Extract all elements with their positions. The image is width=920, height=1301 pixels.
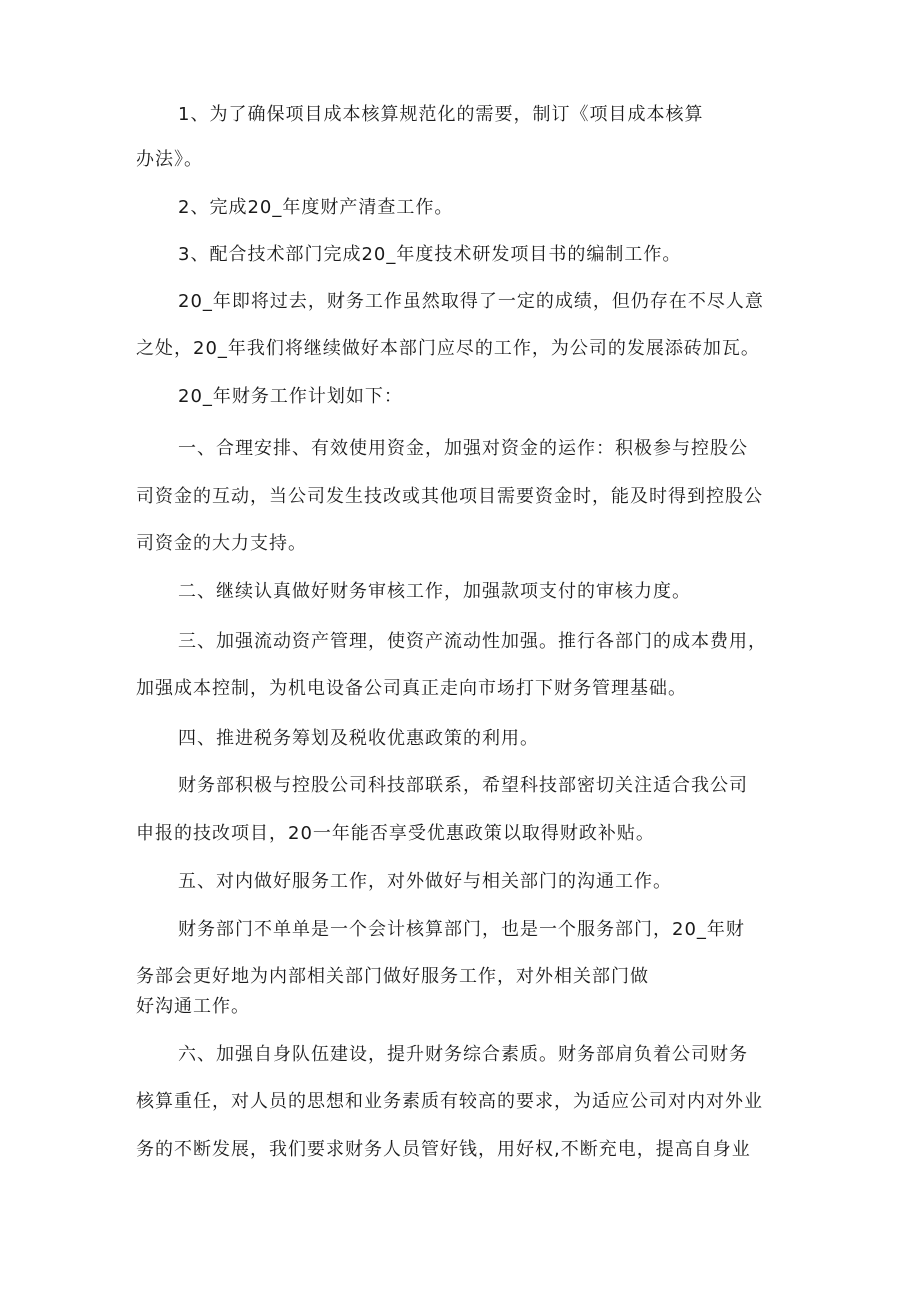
text-line: 六、加强自身队伍建设，提升财务综合素质。财务部肩负着公司财务 [178, 1044, 748, 1065]
text-line: 务部会更好地为内部相关部门做好服务工作，对外相关部门做 [136, 966, 649, 987]
text-line: 20_年即将过去，财务工作虽然取得了一定的成绩，但仍存在不尽人意 [178, 291, 764, 312]
text-line: 申报的技改项目，20一年能否享受优惠政策以取得财政补贴。 [136, 823, 655, 844]
text-line: 1、为了确保项目成本核算规范化的需要，制订《项目成本核算 [178, 104, 704, 125]
text-line: 20_年财务工作计划如下： [178, 386, 403, 407]
text-line: 二、继续认真做好财务审核工作，加强款项支付的审核力度。 [178, 581, 691, 602]
text-line: 加强成本控制，为机电设备公司真正走向市场打下财务管理基础。 [136, 678, 687, 699]
text-line: 财务部门不单单是一个会计核算部门，也是一个服务部门，20_年财 [178, 919, 745, 940]
text-line: 司资金的大力支持。 [136, 533, 307, 554]
text-line: 五、对内做好服务工作，对外做好与相关部门的沟通工作。 [178, 871, 672, 892]
text-line: 之处，20_年我们将继续做好本部门应尽的工作，为公司的发展添砖加瓦。 [136, 338, 760, 359]
text-line: 办法》。 [136, 149, 203, 170]
text-line: 三、加强流动资产管理，使资产流动性加强。推行各部门的成本费用， [178, 631, 767, 652]
text-line: 务的不断发展，我们要求财务人员管好钱，用好权,不断充电，提高自身业 [136, 1139, 751, 1160]
text-line: 一、合理安排、有效使用资金，加强对资金的运作：积极参与控股公 [178, 438, 748, 459]
text-line: 司资金的互动，当公司发生技改或其他项目需要资金时，能及时得到控股公 [136, 486, 763, 507]
text-line: 3、配合技术部门完成20_年度技术研发项目书的编制工作。 [178, 244, 682, 265]
text-line: 核算重任，对人员的思想和业务素质有较高的要求，为适应公司对内对外业 [136, 1091, 763, 1112]
text-line: 四、推进税务筹划及税收优惠政策的利用。 [178, 728, 539, 749]
text-line: 2、完成20_年度财产清查工作。 [178, 197, 454, 218]
text-line: 好沟通工作。 [136, 996, 250, 1017]
text-line: 财务部积极与控股公司科技部联系，希望科技部密切关注适合我公司 [178, 775, 748, 796]
